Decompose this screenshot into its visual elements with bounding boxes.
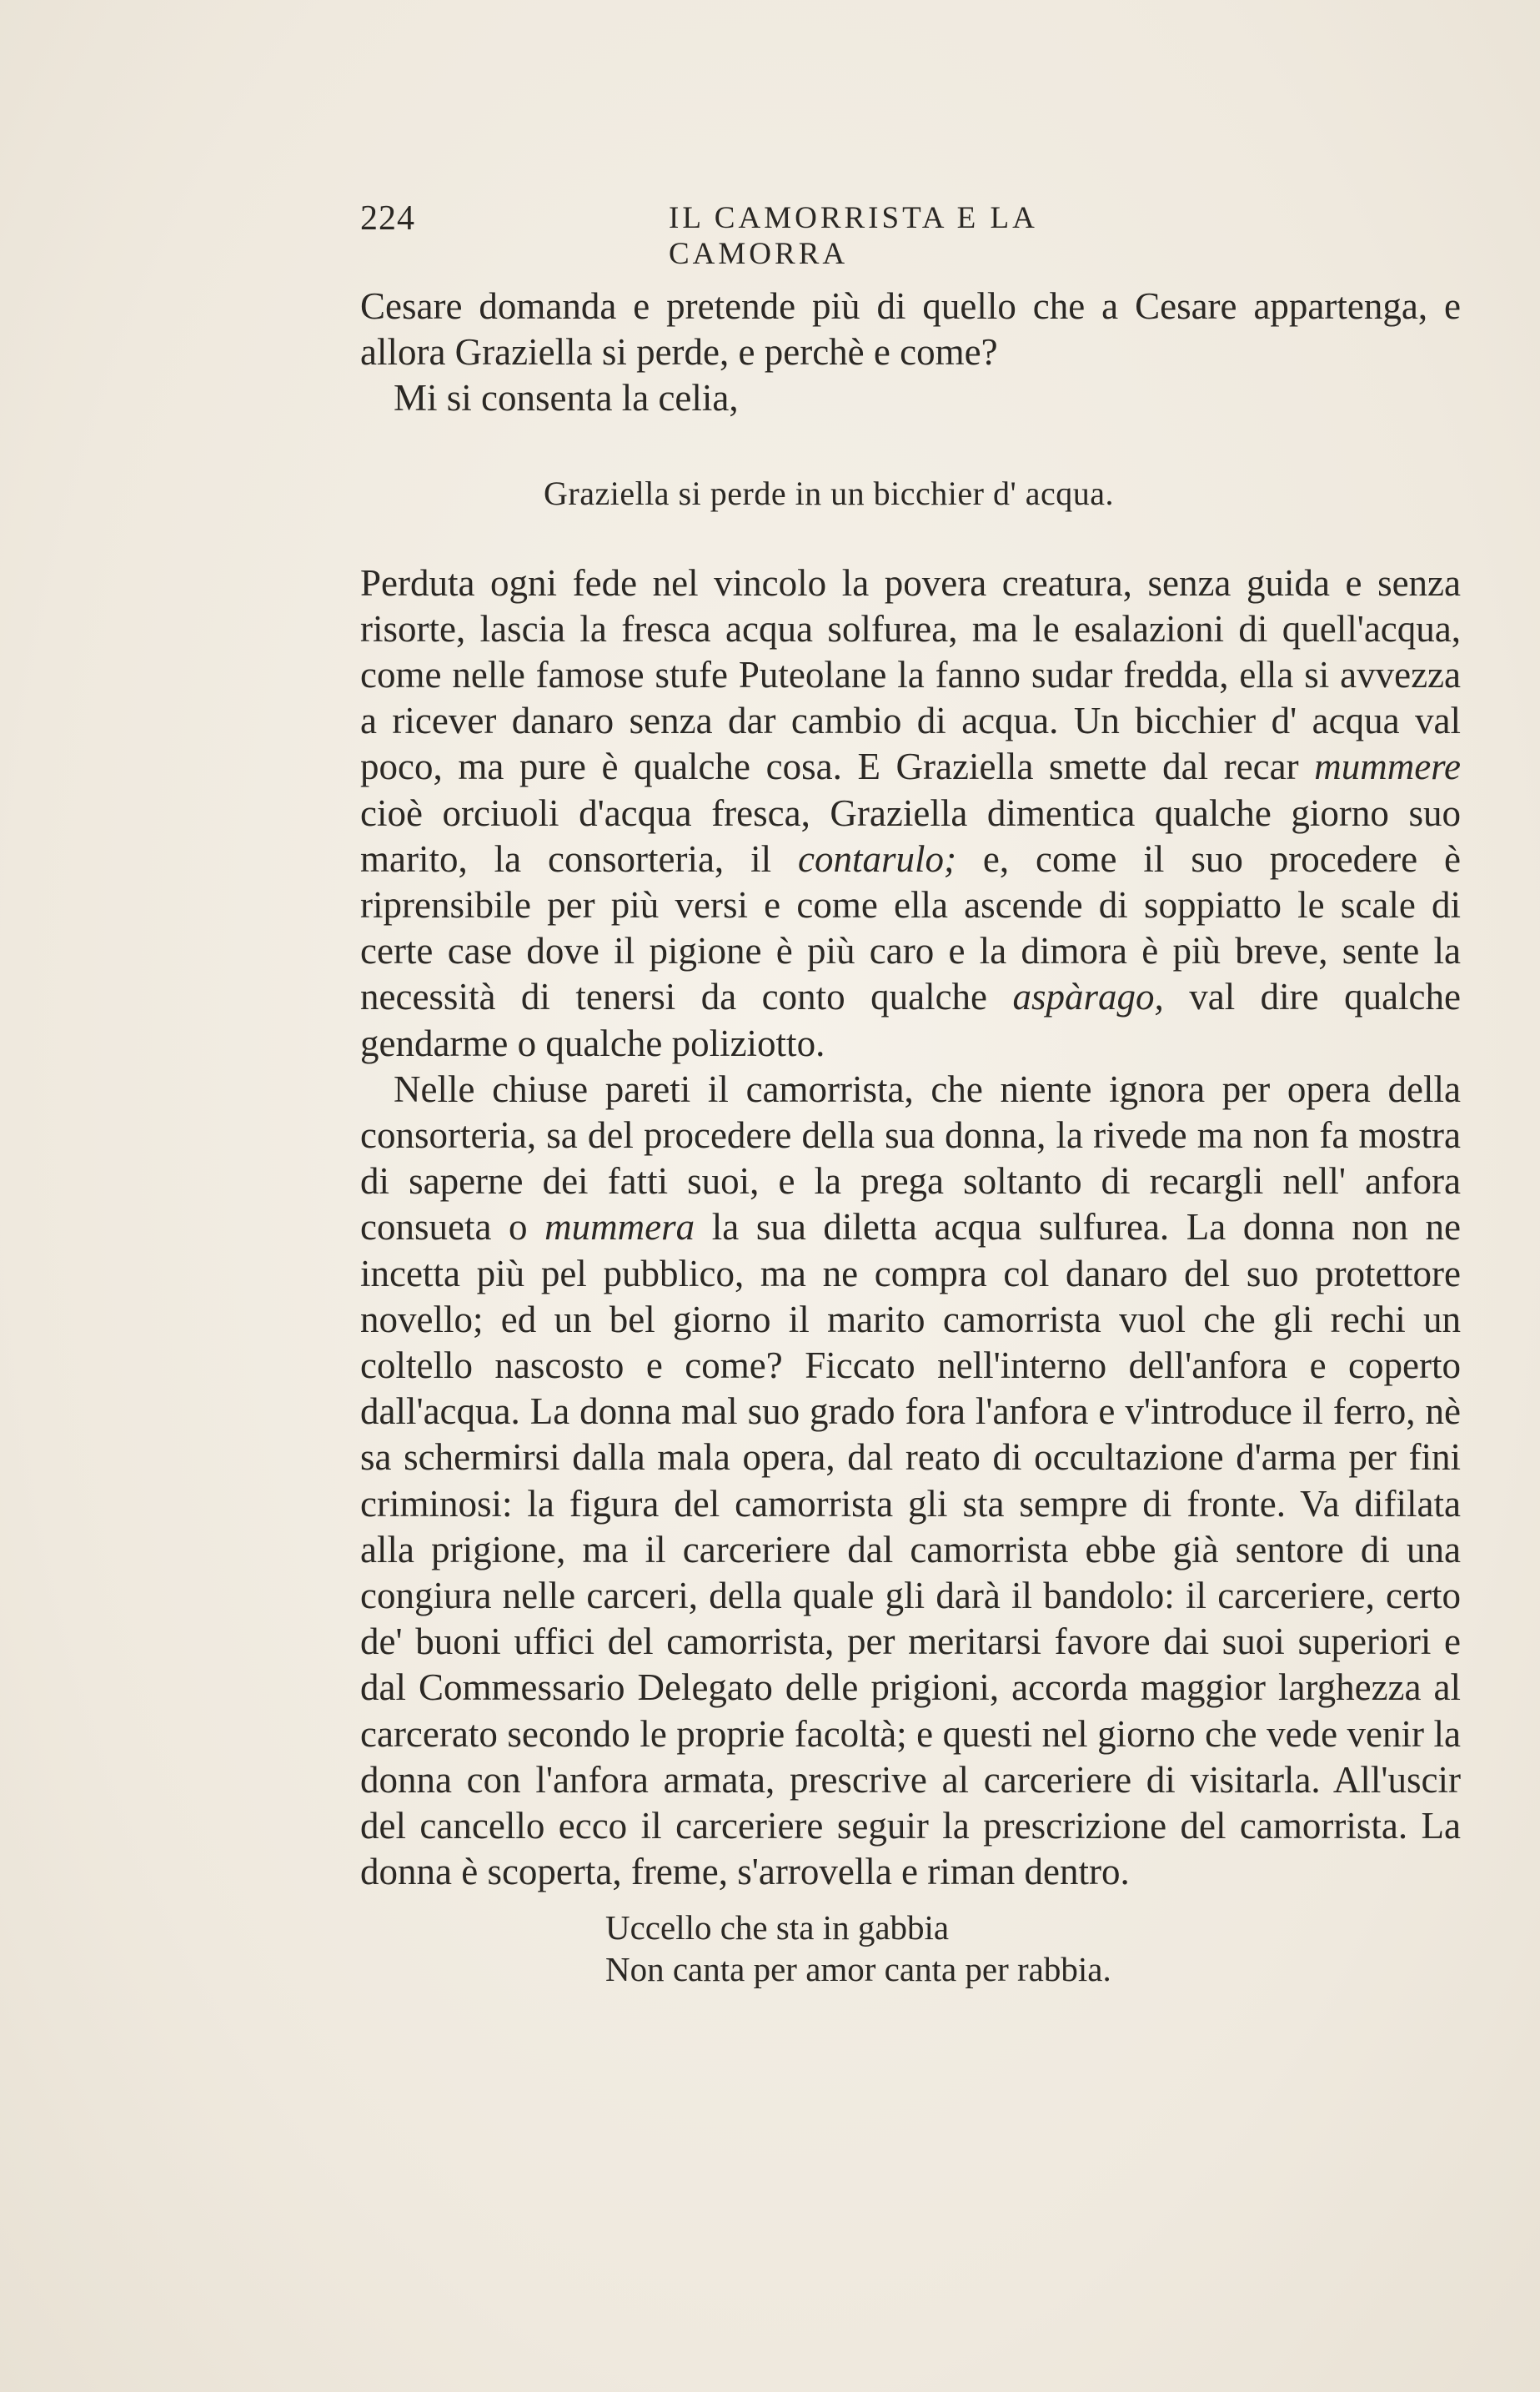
running-title: IL CAMORRISTA E LA CAMORRA: [669, 201, 1036, 271]
intro-remark: Mi si consenta la celia,: [394, 377, 739, 420]
poem: [605, 1907, 1111, 1990]
paragraph-1-emphasis-b: contarulo;: [798, 837, 956, 880]
paragraph-2: [360, 1067, 1461, 1896]
page-header: [360, 198, 1194, 271]
paragraph-1-text-d: val dire qualche gendarme o qualche poliziotto.: [360, 976, 1461, 1064]
paragraph-1-emphasis-c: aspàrago,: [1012, 976, 1164, 1018]
paragraph-2-text-b: la sua diletta acqua sulfurea. La donna non ne incetta più pel pubblico, ma ne compra col danaro del suo protettore novello; ed un bel giorno il marito camorrista vuol che gli rechi un coltello nascosto e come? Ficcato nell'interno dell'anfora e coperto dall'acqua. La donna mal suo grado fora l'anfora e v'introduce il ferro, nè sa schermirsi dalla mala opera, dal reato di occultazione d'arma per fini criminosi: la figura del camorrista gli sta sempre di fronte. Va difilata alla prigione, ma il carceriere dal camorrista ebbe già sentore di una congiura nelle carceri, della quale gli darà il bandolo: il carceriere, certo de' buoni uffici del camorrista, per meritarsi favore dai suoi superiori e dal Commessario Delegato delle prigioni, accorda maggior larghezza al carcerato secondo le proprie facoltà; e questi nel giorno che vede venir la donna con l'anfora armata, prescrive al carceriere di visitarla. All'uscir del cancello ecco il carceriere seguir la prescrizione del camorrista. La donna è scoperta, freme, s'arrovella e riman dentro.: [360, 1206, 1461, 1893]
paragraph-1-text-a: Perduta ogni fede nel vincolo la povera creatura, senza guida e senza risorte, lascia la fresca acqua solfurea, ma le esalazioni di quell'acqua, come nelle famose stufe Puteolane la fanno sudar fredda, ella si avvezza a ricever danaro senza dar cambio di acqua. Un bicchier d' acqua val poco, ma pure è qualche cosa. E Graziella smette dal recar: [360, 561, 1461, 788]
paragraph-1-emphasis-a: mummere: [1314, 746, 1461, 788]
paragraph-1: [360, 560, 1461, 1067]
poem-line-1: Uccello che sta in gabbia: [605, 1908, 950, 1947]
poem-line-2: Non canta per amor canta per rabbia.: [605, 1950, 1111, 1988]
paragraph-1-text-b: cioè orciuoli d'acqua fresca, Graziella dimentica qualche giorno suo marito, la consorteria, il: [360, 791, 1461, 880]
intro-line: Cesare domanda e pretende più di quello che a Cesare appartenga, e allora Graziella si perde, e perchè e come?: [360, 285, 1461, 374]
quoted-saying: Graziella si perde in un bicchier d' acqua.: [544, 475, 1114, 512]
page-number: 224: [360, 199, 415, 238]
body-text: [360, 284, 1461, 1896]
paragraph-2-emphasis: mummera: [544, 1206, 695, 1249]
paragraph-1-text-c: e, come il suo procedere è riprensibile per più versi e come ella ascende di soppiatto le scale di certe case dove il pigione è più caro e la dimora è più breve, sente la necessità di tenersi da conto qualche: [360, 837, 1462, 1018]
paragraph-2-text-a: Nelle chiuse pareti il camorrista, che niente ignora per opera della consorteria, sa del procedere della sua donna, la rivede ma non fa mostra di saperne dei fatti suoi, e la prega soltanto di recargli nell' anfora consueta o: [360, 1068, 1461, 1249]
